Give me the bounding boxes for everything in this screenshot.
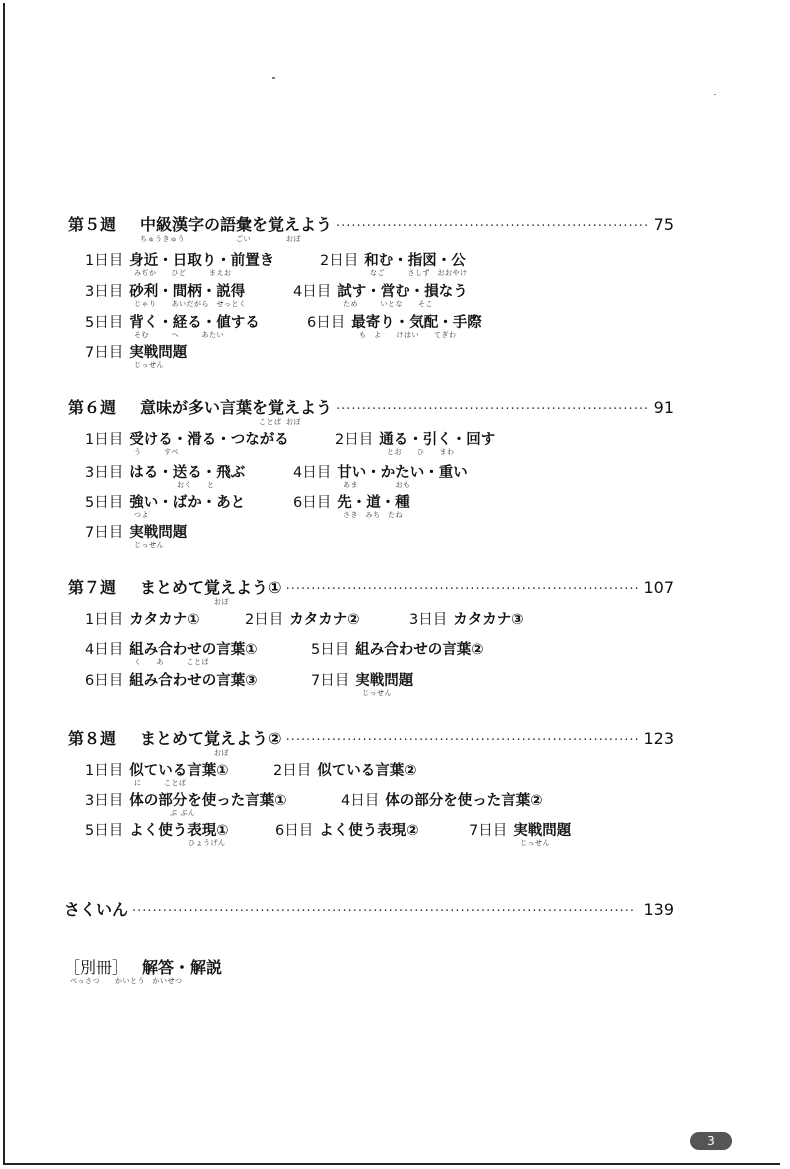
day-topic: カタカナ①	[129, 612, 200, 628]
day-ruby: とお ひ まわ	[387, 448, 455, 456]
day-topic: 砂利・間柄・説得	[129, 284, 246, 300]
day-ruby: さき みち たね	[343, 511, 403, 519]
day-label: 5日目	[85, 315, 124, 331]
page-ref: 139	[643, 900, 674, 919]
page-ref: 75	[653, 215, 674, 234]
week-8-heading[interactable]	[68, 726, 674, 752]
title-ruby: おぼ	[286, 418, 301, 426]
day-topic: 甘い・かたい・重い	[337, 465, 468, 481]
day-label: 4日目	[85, 642, 124, 658]
day-item[interactable]	[85, 608, 200, 629]
day-topic: 実戦問題	[513, 823, 572, 839]
week-title: 意味が多い言葉を覚えよう	[140, 398, 333, 417]
day-ruby: じっせん	[362, 689, 392, 697]
day-item[interactable]	[85, 341, 187, 362]
day-item[interactable]	[409, 608, 524, 629]
day-topic: 組み合わせの言葉③	[129, 673, 258, 689]
day-label: 3日目	[85, 793, 124, 809]
title-ruby: ちゅうきゅう	[140, 235, 185, 243]
day-ruby: く あ ことば	[134, 658, 209, 666]
leader-dots	[336, 402, 650, 417]
day-item[interactable]	[335, 428, 495, 449]
day-label: 4日目	[293, 465, 332, 481]
day-label: 6日目	[85, 673, 124, 689]
day-label: 2日目	[335, 432, 374, 448]
week-label: 第６週	[68, 398, 117, 417]
day-label: 7日目	[311, 673, 350, 689]
day-item[interactable]	[273, 759, 417, 780]
day-label: 3日目	[85, 465, 124, 481]
day-ruby: じゃり あいだがら せっとく	[134, 300, 247, 308]
day-ruby: ため いとな そこ	[343, 300, 433, 308]
day-topic: 似ている言葉①	[129, 763, 229, 779]
day-label: 3日目	[409, 612, 448, 628]
day-ruby: ひょうげん	[188, 839, 226, 847]
bessatsu-entry[interactable]	[64, 955, 222, 978]
day-topic: 受ける・滑る・つながる	[129, 432, 289, 448]
title-ruby: ごい	[236, 235, 251, 243]
day-topic: 体の部分を使った言葉②	[385, 793, 543, 809]
index-title: さくいん	[64, 900, 129, 919]
day-label: 1日目	[85, 253, 124, 269]
day-topic: 通る・引く・回す	[379, 432, 496, 448]
leader-dots	[286, 733, 640, 748]
day-topic: 最寄り・気配・手際	[351, 315, 482, 331]
page-number-badge: 3	[690, 1132, 732, 1150]
day-topic: よく使う表現②	[319, 823, 419, 839]
week-label: 第５週	[68, 215, 117, 234]
day-ruby: に ことば	[134, 779, 187, 787]
day-label: 6日目	[307, 315, 346, 331]
day-item[interactable]	[275, 819, 419, 840]
day-label: 6日目	[293, 495, 332, 511]
day-topic: 実戦問題	[129, 525, 188, 541]
day-label: 1日目	[85, 763, 124, 779]
day-topic: はる・送る・飛ぶ	[129, 465, 246, 481]
bessatsu-title: 解答・解説	[142, 958, 223, 977]
day-item[interactable]	[85, 521, 187, 542]
day-label: 5日目	[85, 495, 124, 511]
day-label: 2日目	[245, 612, 284, 628]
day-item[interactable]	[85, 311, 260, 332]
scan-speck	[272, 77, 275, 79]
day-ruby: おく と	[177, 481, 215, 489]
day-ruby: あま おも	[343, 481, 411, 489]
day-topic: 似ている言葉②	[317, 763, 417, 779]
page-ref: 123	[643, 729, 674, 748]
scan-speck	[714, 94, 716, 95]
day-label: 4日目	[293, 284, 332, 300]
day-item[interactable]	[85, 669, 258, 690]
title-ruby: ことば	[259, 418, 282, 426]
day-item[interactable]	[293, 280, 468, 301]
day-topic: カタカナ③	[453, 612, 524, 628]
day-topic: 実戦問題	[355, 673, 414, 689]
day-ruby: みぢか ひど まえお	[134, 269, 232, 277]
day-item[interactable]	[293, 491, 410, 512]
title-ruby: おぼ	[214, 598, 229, 606]
week-6-heading[interactable]	[68, 395, 674, 421]
day-item[interactable]	[311, 638, 484, 659]
day-label: 5日目	[85, 823, 124, 839]
day-ruby: つよ	[134, 511, 149, 519]
day-item[interactable]	[85, 819, 229, 840]
day-label: 6日目	[275, 823, 314, 839]
week-title: まとめて覚えよう②	[140, 729, 282, 748]
page-ref: 91	[653, 398, 674, 417]
week-title: まとめて覚えよう①	[140, 578, 282, 597]
leader-dots	[286, 582, 640, 597]
day-ruby: そむ へ あたい	[134, 331, 224, 339]
day-item[interactable]	[85, 789, 287, 810]
leader-dots	[132, 904, 639, 919]
day-item[interactable]	[469, 819, 571, 840]
week-label: 第７週	[68, 578, 117, 597]
day-topic: カタカナ②	[289, 612, 360, 628]
day-ruby: なご さしず おおやけ	[370, 269, 468, 277]
day-label: 5日目	[311, 642, 350, 658]
day-label: 1日目	[85, 612, 124, 628]
day-item[interactable]	[85, 638, 258, 659]
day-item[interactable]	[293, 461, 468, 482]
page-ref: 107	[643, 578, 674, 597]
day-label: 4日目	[341, 793, 380, 809]
day-label: 7日目	[469, 823, 508, 839]
title-ruby: おぼ	[286, 235, 301, 243]
bessatsu-ruby: べっさつ かいとう かいせつ	[70, 977, 183, 985]
day-topic: 強い・ばか・あと	[129, 495, 246, 511]
day-topic: 体の部分を使った言葉①	[129, 793, 287, 809]
day-item[interactable]	[85, 491, 245, 512]
day-item[interactable]	[320, 249, 466, 270]
day-item[interactable]	[85, 759, 229, 780]
day-item[interactable]	[307, 311, 482, 332]
day-label: 7日目	[85, 345, 124, 361]
day-item[interactable]	[311, 669, 413, 690]
day-item[interactable]	[341, 789, 543, 810]
day-label: 3日目	[85, 284, 124, 300]
day-topic: 先・道・種	[337, 495, 410, 511]
day-item[interactable]	[85, 428, 289, 449]
day-ruby: じっせん	[520, 839, 550, 847]
day-ruby: う すべ	[134, 448, 179, 456]
day-item[interactable]	[85, 461, 245, 482]
day-topic: 身近・日取り・前置き	[129, 253, 275, 269]
day-topic: 背く・経る・値する	[129, 315, 260, 331]
day-topic: 和む・指図・公	[364, 253, 466, 269]
day-topic: 試す・営む・損なう	[337, 284, 468, 300]
day-item[interactable]	[245, 608, 360, 629]
week-label: 第８週	[68, 729, 117, 748]
leader-dots	[336, 219, 650, 234]
day-label: 7日目	[85, 525, 124, 541]
week-7-heading[interactable]	[68, 575, 674, 601]
day-item[interactable]	[85, 280, 245, 301]
day-label: 1日目	[85, 432, 124, 448]
day-topic: 組み合わせの言葉②	[355, 642, 484, 658]
day-topic: 組み合わせの言葉①	[129, 642, 258, 658]
title-ruby: おぼ	[214, 749, 229, 757]
index-heading[interactable]	[64, 897, 674, 923]
week-title: 中級漢字の語彙を覚えよう	[140, 215, 333, 234]
day-label: 2日目	[320, 253, 359, 269]
day-item[interactable]	[85, 249, 274, 270]
day-ruby: じっせん	[134, 361, 164, 369]
day-topic: よく使う表現①	[129, 823, 229, 839]
day-label: 2日目	[273, 763, 312, 779]
day-topic: 実戦問題	[129, 345, 188, 361]
day-ruby: も よ けはい てぎわ	[359, 331, 457, 339]
day-ruby: じっせん	[134, 541, 164, 549]
day-ruby: ぶ ぶん	[170, 809, 196, 817]
bessatsu-bracket: ［別冊］	[64, 958, 129, 977]
